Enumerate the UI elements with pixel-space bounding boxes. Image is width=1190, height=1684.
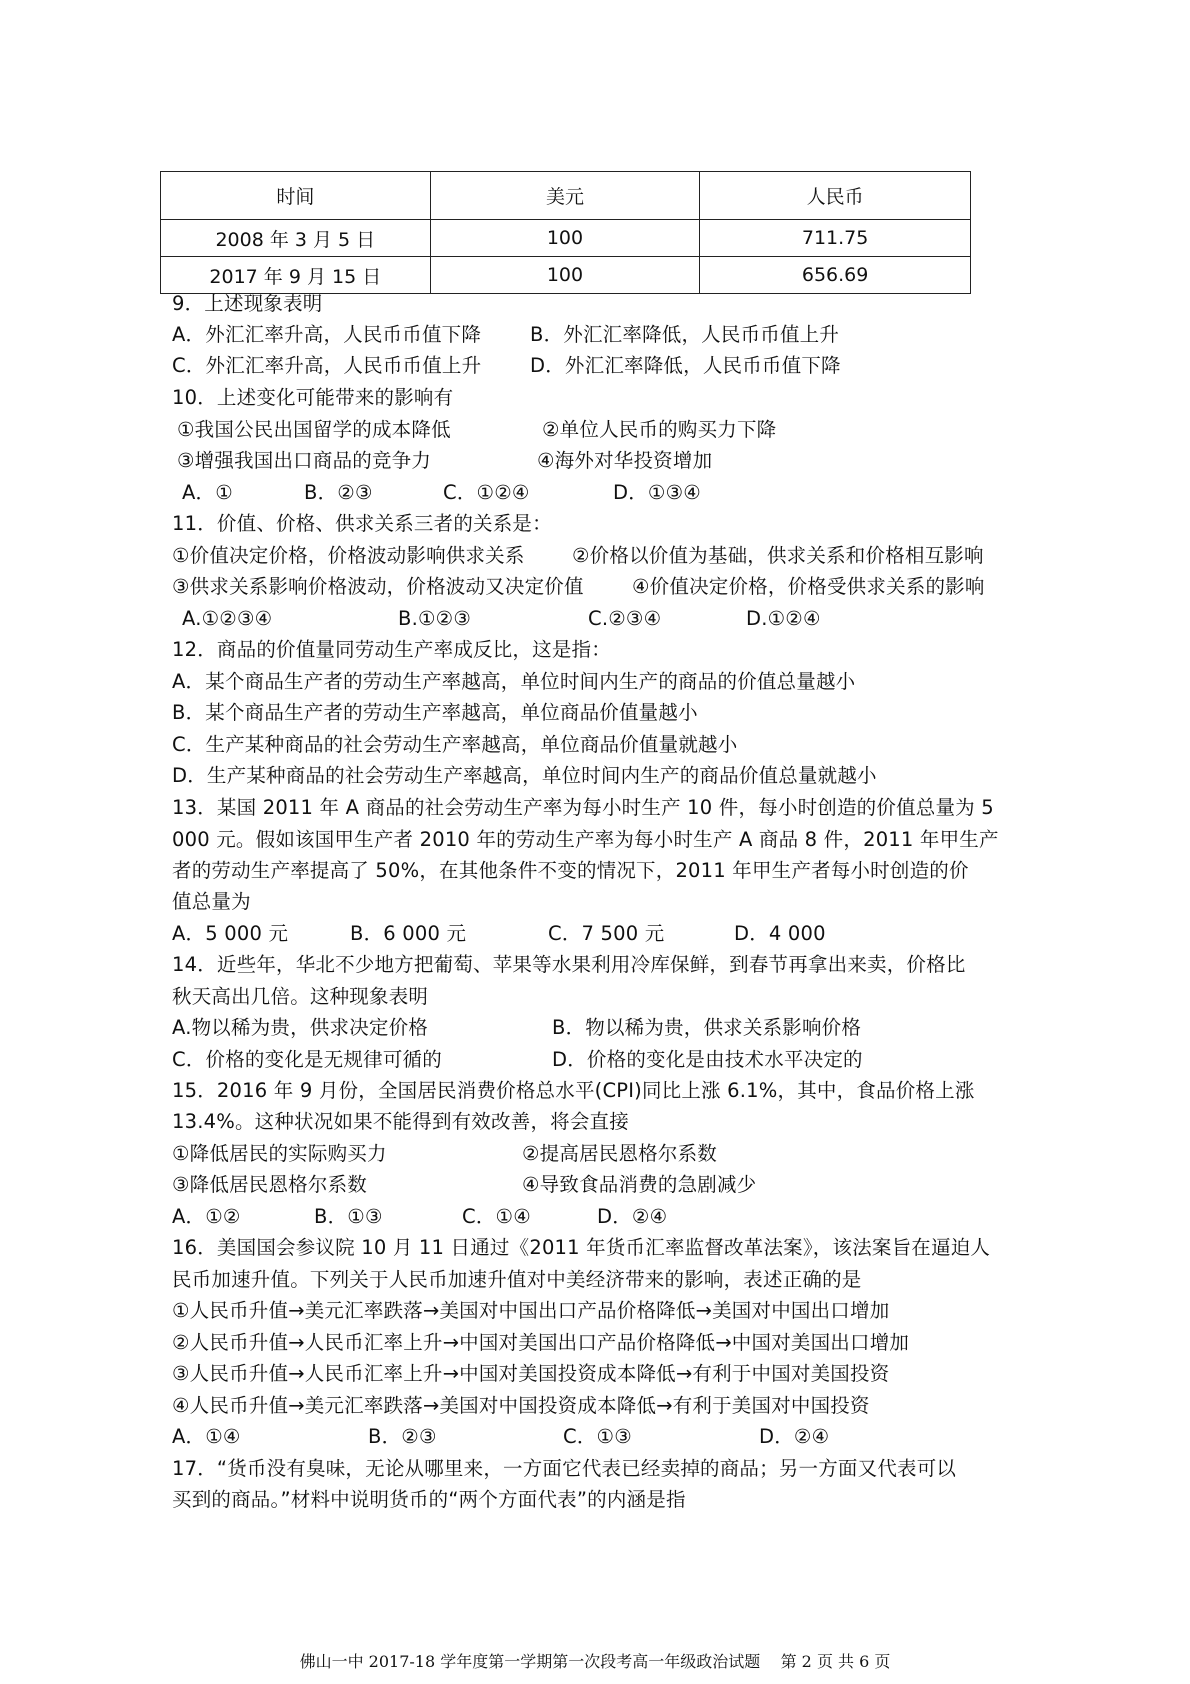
q12-option-c: C．生产某种商品的社会劳动生产率越高，单位商品价值量就越小: [172, 733, 738, 756]
q16-option-c: C．①③: [563, 1425, 632, 1448]
q10-stem: 10．上述变化可能带来的影响有: [172, 386, 454, 409]
table-cell: 2017 年 9 月 15 日: [161, 257, 431, 294]
q11-statement-3: ③供求关系影响价格波动，价格波动又决定价值: [172, 575, 584, 598]
q14-option-a: A.物以稀为贵，供求决定价格: [172, 1016, 428, 1039]
table-header-cell: 美元: [430, 172, 700, 220]
exchange-rate-table: [160, 171, 971, 294]
q13-option-d: D．4 000: [734, 922, 826, 945]
q10-option-a: A．①: [182, 481, 233, 504]
table-row: [161, 257, 971, 294]
q9-stem: 9．上述现象表明: [172, 292, 323, 315]
q11-statement-1: ①价值决定价格，价格波动影响供求关系: [172, 544, 525, 567]
q16-statement-3: ③人民币升值→人民币汇率上升→中国对美国投资成本降低→有利于中国对美国投资: [172, 1362, 890, 1385]
q10-statement-2: ②单位人民币的购买力下降: [542, 418, 777, 441]
table-row: [161, 220, 971, 257]
q11-option-d: D.①②④: [746, 607, 821, 630]
q16-option-b: B．②③: [368, 1425, 437, 1448]
table-cell: 100: [430, 220, 700, 257]
q15-statement-3: ③降低居民恩格尔系数: [172, 1173, 367, 1196]
q12-option-d: D．生产某种商品的社会劳动生产率越高，单位时间内生产的商品价值总量就越小: [172, 764, 877, 787]
q12-stem: 12．商品的价值量同劳动生产率成反比，这是指：: [172, 638, 611, 661]
q11-statement-4: ④价值决定价格，价格受供求关系的影响: [632, 575, 985, 598]
q13-stem-line2: 000 元。假如该国甲生产者 2010 年的劳动生产率为每小时生产 A 商品 8 件，2011 年甲生产: [172, 828, 999, 851]
q16-stem-line1: 16．美国国会参议院 10 月 11 日通过《2011 年货币汇率监督改革法案》，该法案旨在逼迫人: [172, 1236, 991, 1259]
q12-option-a: A．某个商品生产者的劳动生产率越高，单位时间内生产的商品的价值总量越小: [172, 670, 856, 693]
q15-option-a: A．①②: [172, 1205, 241, 1228]
q10-option-c: C．①②④: [443, 481, 530, 504]
q15-statement-4: ④导致食品消费的急剧减少: [522, 1173, 757, 1196]
q10-statement-4: ④海外对华投资增加: [537, 449, 713, 472]
q13-option-a: A．5 000 元: [172, 922, 289, 945]
q16-statement-4: ④人民币升值→美元汇率跌落→美国对中国投资成本降低→有利于美国对中国投资: [172, 1394, 870, 1417]
q13-option-c: C．7 500 元: [548, 922, 665, 945]
q9-option-d: D．外汇汇率降低，人民币币值下降: [530, 354, 841, 377]
q14-option-c: C．价格的变化是无规律可循的: [172, 1048, 442, 1071]
q16-statement-2: ②人民币升值→人民币汇率上升→中国对美国出口产品价格降低→中国对美国出口增加: [172, 1331, 910, 1354]
q15-option-c: C．①④: [462, 1205, 531, 1228]
q10-option-d: D．①③④: [613, 481, 701, 504]
q12-option-b: B．某个商品生产者的劳动生产率越高，单位商品价值量越小: [172, 701, 698, 724]
q9-option-b: B．外汇汇率降低，人民币币值上升: [530, 323, 840, 346]
q11-option-a: A.①②③④: [182, 607, 273, 630]
q17-stem-line2: 买到的商品。”材料中说明货币的“两个方面代表”的内涵是指: [172, 1488, 686, 1511]
q13-option-b: B．6 000 元: [350, 922, 467, 945]
q16-option-a: A．①④: [172, 1425, 241, 1448]
q15-option-d: D．②④: [597, 1205, 668, 1228]
table-header-row: [161, 172, 971, 220]
q14-option-b: B．物以稀为贵，供求关系影响价格: [552, 1016, 862, 1039]
q14-option-d: D．价格的变化是由技术水平决定的: [552, 1048, 863, 1071]
q11-stem: 11．价值、价格、供求关系三者的关系是：: [172, 512, 552, 535]
q13-stem-line3: 者的劳动生产率提高了 50%，在其他条件不变的情况下，2011 年甲生产者每小时创造的价: [172, 859, 969, 882]
q16-statement-1: ①人民币升值→美元汇率跌落→美国对中国出口产品价格降低→美国对中国出口增加: [172, 1299, 890, 1322]
q10-statement-1: ①我国公民出国留学的成本降低: [177, 418, 451, 441]
q15-stem-line2: 13.4%。这种状况如果不能得到有效改善，将会直接: [172, 1110, 629, 1133]
q10-option-b: B．②③: [304, 481, 373, 504]
q9-option-c: C．外汇汇率升高，人民币币值上升: [172, 354, 482, 377]
q10-statement-3: ③增强我国出口商品的竞争力: [177, 449, 432, 472]
q16-stem-line2: 民币加速升值。下列关于人民币加速升值对中美经济带来的影响，表述正确的是: [172, 1268, 862, 1291]
q15-stem-line1: 15．2016 年 9 月份，全国居民消费价格总水平(CPI)同比上涨 6.1%，其中，食品价格上涨: [172, 1079, 975, 1102]
q11-option-b: B.①②③: [398, 607, 472, 630]
page-footer: 佛山一中 2017-18 学年度第一学期第一次段考高一年级政治试题 第 2 页 共 6 页: [299, 1652, 891, 1671]
table-cell: 100: [430, 257, 700, 294]
q15-option-b: B．①③: [314, 1205, 383, 1228]
q9-option-a: A．外汇汇率升高，人民币币值下降: [172, 323, 482, 346]
table-cell: 656.69: [700, 257, 971, 294]
q15-statement-2: ②提高居民恩格尔系数: [522, 1142, 717, 1165]
q14-stem-line1: 14．近些年，华北不少地方把葡萄、苹果等水果利用冷库保鲜，到春节再拿出来卖，价格比: [172, 953, 966, 976]
q13-stem-line1: 13．某国 2011 年 A 商品的社会劳动生产率为每小时生产 10 件，每小时创造的价值总量为 5: [172, 796, 994, 819]
q13-stem-line4: 值总量为: [172, 890, 251, 913]
q16-option-d: D．②④: [759, 1425, 830, 1448]
q17-stem-line1: 17．“货币没有臭味，无论从哪里来，一方面它代表已经卖掉的商品；另一方面又代表可以: [172, 1457, 957, 1480]
table-cell: 2008 年 3 月 5 日: [161, 220, 431, 257]
table-cell: 711.75: [700, 220, 971, 257]
table-header-cell: 人民币: [700, 172, 971, 220]
q11-option-c: C.②③④: [588, 607, 662, 630]
table-header-cell: 时间: [161, 172, 431, 220]
q14-stem-line2: 秋天高出几倍。这种现象表明: [172, 985, 429, 1008]
q15-statement-1: ①降低居民的实际购买力: [172, 1142, 387, 1165]
q11-statement-2: ②价格以价值为基础，供求关系和价格相互影响: [572, 544, 984, 567]
